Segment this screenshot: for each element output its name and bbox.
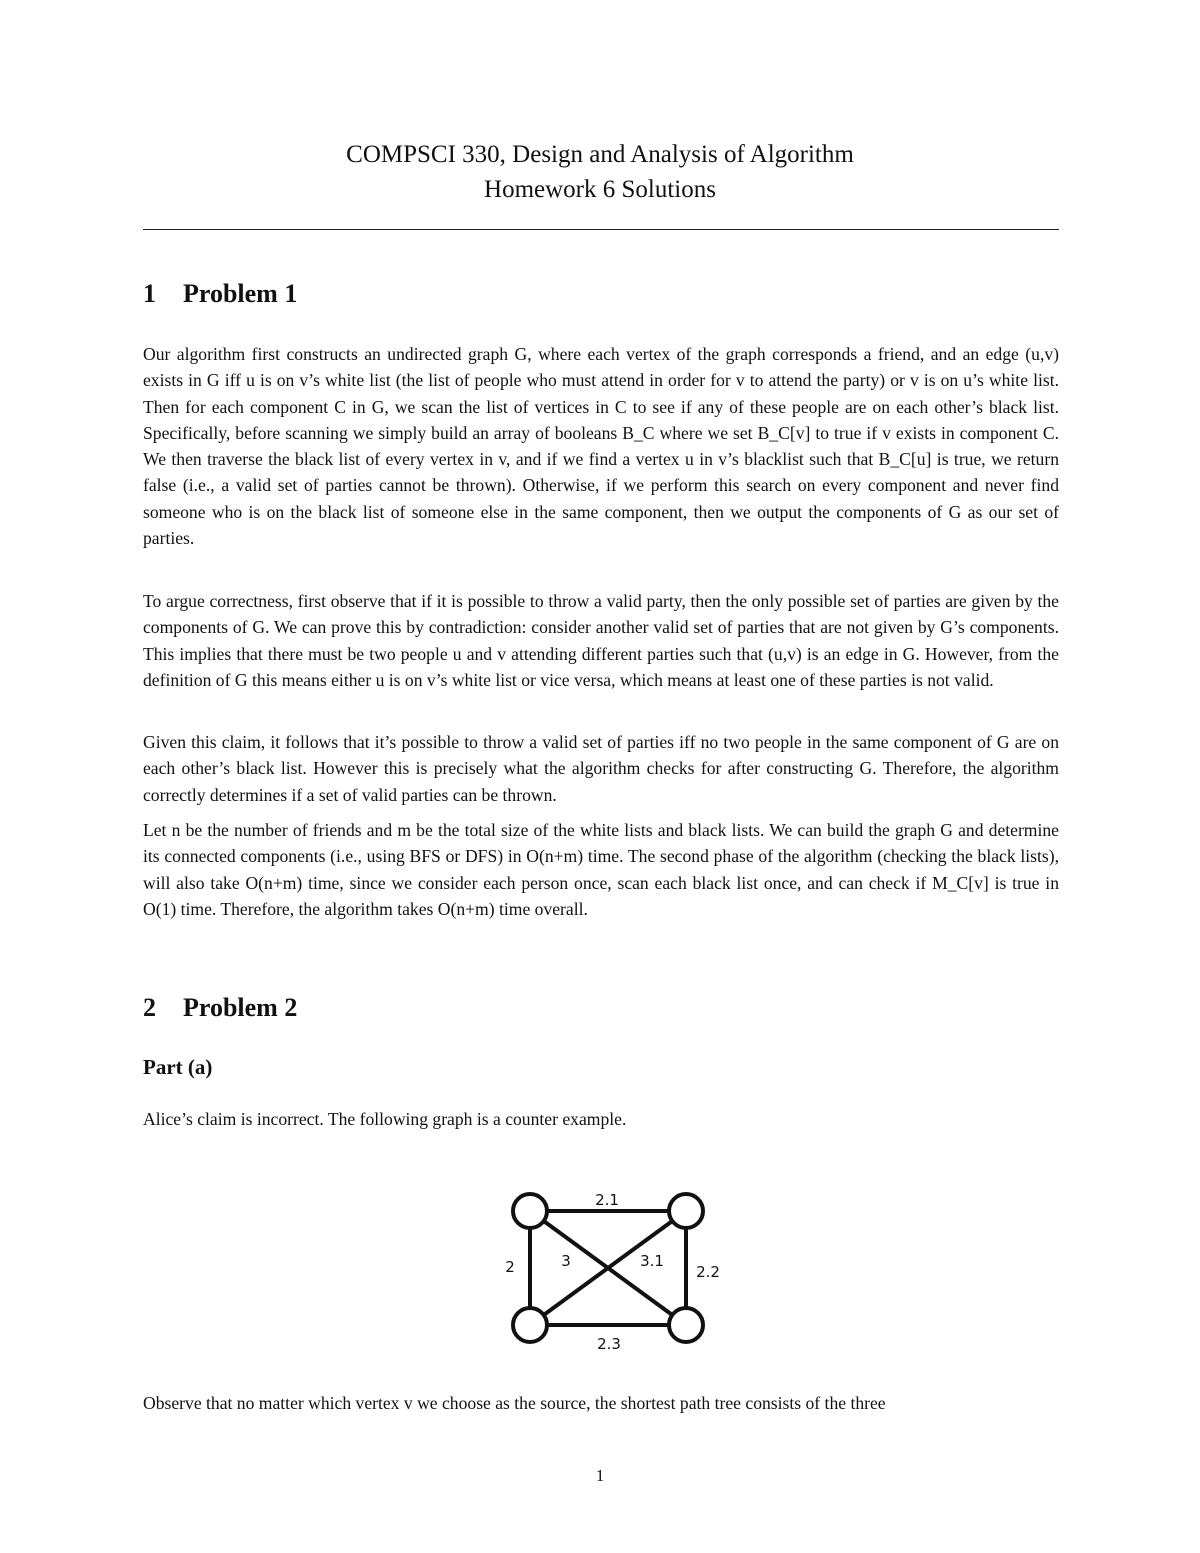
edge-label-diagonal-right: 3.1	[640, 1252, 664, 1270]
graph-vertex-top-left	[513, 1194, 547, 1228]
counterexample-graph	[490, 1175, 730, 1365]
graph-vertex-bottom-right	[669, 1308, 703, 1342]
graph-vertex-bottom-left	[513, 1308, 547, 1342]
edge-label-left: 2	[505, 1258, 515, 1276]
edge-label-bottom: 2.3	[597, 1335, 621, 1353]
section-title: Problem 2	[183, 993, 298, 1022]
subsection-heading-part-a: Part (a)	[143, 1055, 213, 1079]
section-number: 1	[143, 279, 156, 308]
section-heading-problem-1	[143, 279, 297, 309]
edge-label-top: 2.1	[595, 1191, 619, 1209]
problem1-paragraph-3: Given this claim, it follows that it’s possible to throw a valid set of parties iff no two people in the same component of G are on each other’s black list. However this is precisely what the algorithm checks for after constructing G. Therefore, the algorithm correctly determines if a set of valid parties can be thrown.	[143, 732, 1059, 805]
problem1-paragraph-2: To argue correctness, first observe that if it is possible to throw a valid party, then the only possible set of parties are given by the components of G. We can prove this by contradiction: consider another valid set of parties that are not given by G’s components. This implies that there must be two people u and v attending different parties such that (u,v) is an edge in G. However, from the definition of G this means either u is on v’s white list or vice versa, which means at least one of these parties is not valid.	[143, 591, 1059, 690]
document-title: COMPSCI 330, Design and Analysis of Algorithm	[346, 141, 854, 168]
title-rule	[143, 229, 1059, 230]
part-a-continuation: Observe that no matter which vertex v we choose as the source, the shortest path tree consists of the three	[143, 1393, 886, 1413]
page-number: 1	[595, 1466, 605, 1485]
problem1-paragraph-4: Let n be the number of friends and m be the total size of the white lists and black lists. We can build the graph G and determine its connected components (i.e., using BFS or DFS) in O(n+m) time. The second phase of the algorithm (checking the black lists), will also take O(n+m) time, since we consider each person once, scan each black list once, and can check if M_C[v] is true in O(1) time. Therefore, the algorithm takes O(n+m) time overall.	[143, 820, 1059, 919]
section-heading-problem-2	[143, 993, 297, 1023]
part-a-intro: Alice’s claim is incorrect. The following graph is a counter example.	[143, 1109, 627, 1129]
edge-label-right: 2.2	[696, 1263, 720, 1281]
graph-vertex-top-right	[669, 1194, 703, 1228]
document-subtitle: Homework 6 Solutions	[484, 176, 716, 203]
section-title: Problem 1	[183, 279, 298, 308]
section-number: 2	[143, 993, 156, 1022]
edge-label-diagonal-left: 3	[561, 1252, 571, 1270]
problem1-paragraph-1: Our algorithm first constructs an undirected graph G, where each vertex of the graph corresponds a friend, and an edge (u,v) exists in G iff u is on v’s white list (the list of people who must attend in order for v to attend the party) or v is on u’s white list. Then for each component C in G, we scan the list of vertices in C to see if any of these people are on each other’s black list. Specifically, before scanning we simply build an array of booleans B_C where we set B_C[v] to true if v exists in component C. We then traverse the black list of every vertex in v, and if we find a vertex u in v’s blacklist such that B_C[u] is true, we return false (i.e., a valid set of parties cannot be thrown). Otherwise, if we perform this search on every component and never find someone who is on the black list of someone else in the same component, then we output the components of G as our set of parties.	[143, 344, 1059, 549]
